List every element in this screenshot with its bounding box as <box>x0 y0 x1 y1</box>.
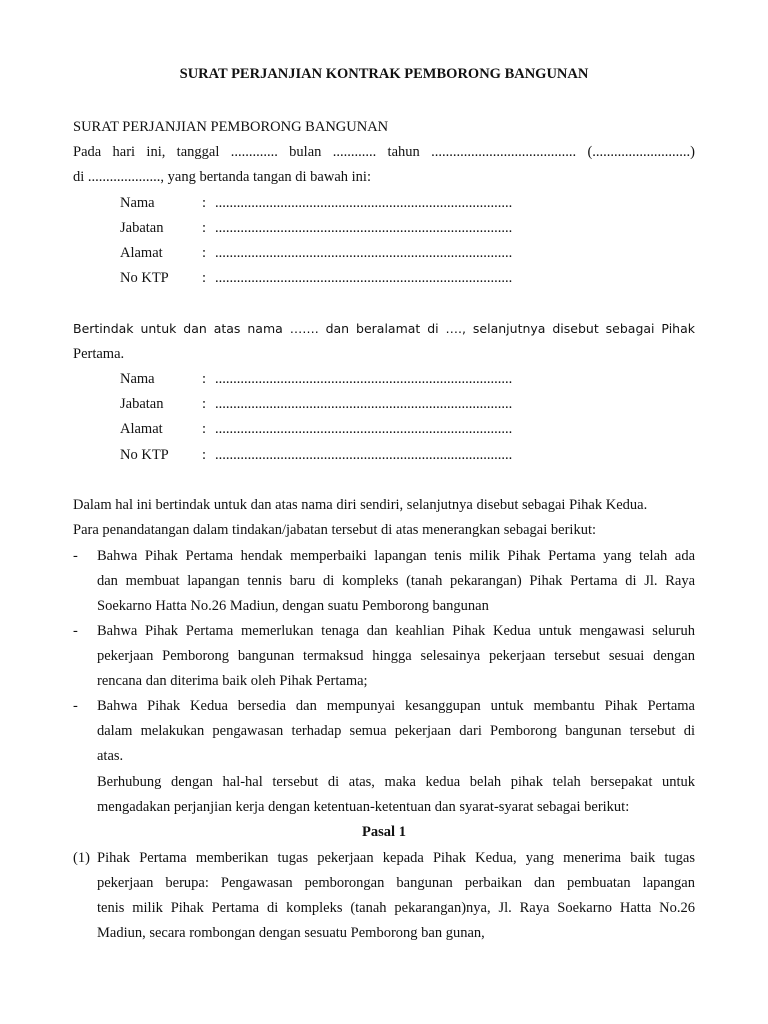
field-colon: : <box>202 396 207 412</box>
field-label: No KTP <box>120 270 169 286</box>
field-label: Alamat <box>120 421 163 437</box>
bullet-2-line-2: pekerjaan Pemborong bangunan termaksud hingga selesainya pekerjaan tersebut sesuai dengan <box>97 648 695 664</box>
bullet-marker: - <box>73 698 78 714</box>
pasal-item-line-1: Pihak Pertama memberikan tugas pekerjaan kepada Pihak Kedua, yang menerima baik tugas <box>97 850 695 866</box>
field-label: Jabatan <box>120 220 164 236</box>
party2-field-alamat <box>0 421 768 441</box>
bullet-2-line-3: rencana dan diterima baik oleh Pihak Pertama; <box>97 673 368 689</box>
party1-field-ktp <box>0 270 768 290</box>
intro-line-2: di ...................., yang bertanda tangan di bawah ini: <box>73 169 371 185</box>
field-blank: .................................................................................. <box>215 371 513 387</box>
field-colon: : <box>202 447 207 463</box>
declaration-intro: Para penandatangan dalam tindakan/jabatan tersebut di atas menerangkan sebagai berikut: <box>73 522 596 538</box>
field-colon: : <box>202 421 207 437</box>
field-blank: .................................................................................. <box>215 245 513 261</box>
party1-statement-line-1: Bertindak untuk dan atas nama ……. dan beralamat di …., selanjutnya disebut sebagai Pihak <box>73 321 695 336</box>
bullet-3-line-3: atas. <box>97 748 124 764</box>
pasal-item-line-4: Madiun, secara rombongan dengan sesuatu Pemborong ban gunan, <box>97 925 485 941</box>
document-subtitle: SURAT PERJANJIAN PEMBORONG BANGUNAN <box>73 119 389 135</box>
field-blank: .................................................................................. <box>215 421 513 437</box>
field-label: Alamat <box>120 245 163 261</box>
bullet-1-line-3: Soekarno Hatta No.26 Madiun, dengan suatu Pemborong bangunan <box>97 598 489 614</box>
intro-line-1: Pada hari ini, tanggal ............. bulan ............ tahun ........................................ (...........................) <box>73 144 695 160</box>
pasal-item-line-3: tenis milik Pihak Pertama di kompleks (tanah pekarangan)nya, Jl. Raya Soekarno Hatta No.26 <box>97 900 695 916</box>
field-blank: .................................................................................. <box>215 396 513 412</box>
bullet-2-line-1: Bahwa Pihak Pertama memerlukan tenaga dan keahlian Pihak Kedua untuk mengawasi seluruh <box>97 623 695 639</box>
agreement-line-1: Berhubung dengan hal-hal tersebut di atas, maka kedua belah pihak telah bersepakat untuk <box>97 774 695 790</box>
field-blank: .................................................................................. <box>215 447 513 463</box>
bullet-1-line-1: Bahwa Pihak Pertama hendak memperbaiki lapangan tenis milik Pihak Pertama yang telah ada <box>97 548 695 564</box>
bullet-marker: - <box>73 623 78 639</box>
party2-field-jabatan <box>0 396 768 416</box>
field-blank: .................................................................................. <box>215 220 513 236</box>
field-blank: .................................................................................. <box>215 270 513 286</box>
party2-field-ktp <box>0 447 768 467</box>
pasal-title: Pasal 1 <box>362 824 406 840</box>
field-colon: : <box>202 371 207 387</box>
field-label: No KTP <box>120 447 169 463</box>
field-colon: : <box>202 195 207 211</box>
party1-field-alamat <box>0 245 768 265</box>
party2-statement: Dalam hal ini bertindak untuk dan atas nama diri sendiri, selanjutnya disebut sebagai Pihak Kedua. <box>73 497 648 513</box>
field-label: Nama <box>120 371 155 387</box>
bullet-marker: - <box>73 548 78 564</box>
party2-field-nama <box>0 371 768 391</box>
pasal-item-marker: (1) <box>73 850 90 866</box>
field-blank: .................................................................................. <box>215 195 513 211</box>
agreement-line-2: mengadakan perjanjian kerja dengan ketentuan-ketentuan dan syarat-syarat sebagai berikut: <box>97 799 630 815</box>
document-title: SURAT PERJANJIAN KONTRAK PEMBORONG BANGUNAN <box>179 66 589 82</box>
pasal-item-line-2: pekerjaan berupa: Pengawasan pemborongan bangunan perbaikan dan pembuatan lapangan <box>97 875 695 891</box>
party1-field-nama <box>0 195 768 215</box>
field-colon: : <box>202 270 207 286</box>
party1-statement-line-2: Pertama. <box>73 346 125 362</box>
bullet-3-line-2: dalam melakukan pengawasan terhadap semua pekerjaan dari Pemborong bangunan tersebut di <box>97 723 695 739</box>
field-label: Nama <box>120 195 155 211</box>
bullet-1-line-2: dan membuat lapangan tennis baru di kompleks (tanah pekarangan) Pihak Pertama di Jl. Raya <box>97 573 695 589</box>
field-colon: : <box>202 220 207 236</box>
party1-field-jabatan <box>0 220 768 240</box>
bullet-3-line-1: Bahwa Pihak Kedua bersedia dan mempunyai kesanggupan untuk membantu Pihak Pertama <box>97 698 695 714</box>
field-colon: : <box>202 245 207 261</box>
field-label: Jabatan <box>120 396 164 412</box>
